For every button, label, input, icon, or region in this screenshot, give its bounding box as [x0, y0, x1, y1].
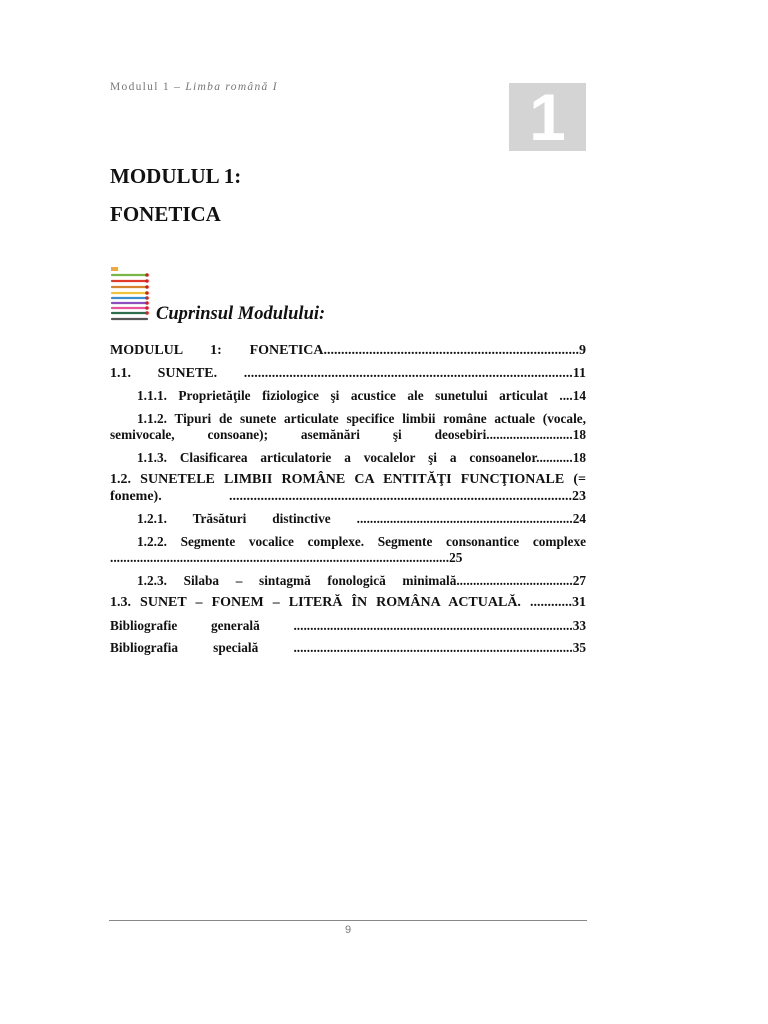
toc-entry[interactable]: Bibliografia specială ....................................................................................35: [110, 640, 586, 655]
table-of-contents: [110, 343, 586, 657]
page-number: 9: [344, 924, 352, 936]
contents-heading: Cuprinsul Modulului:: [156, 304, 326, 324]
toc-entry[interactable]: Bibliografie generală ....................................................................................33: [110, 617, 586, 633]
toc-entry[interactable]: 1.2.3. Silaba – sintagmă fonologică minimală...................................27: [137, 572, 586, 588]
toc-entry[interactable]: 1.2.2. Segmente vocalice complexe. Segmente consonantice complexe ......................................................................................................25: [110, 533, 586, 565]
running-header-module: Modulul 1 –: [110, 81, 186, 93]
toc-entry[interactable]: 1.1.1. Proprietăţile fiziologice şi acustice ale sunetului articulat ....14: [137, 388, 586, 403]
book-stack-icon: [109, 266, 151, 324]
toc-entry[interactable]: 1.1. SUNETE. ..............................................................................................11: [110, 365, 586, 381]
module-title: MODULUL 1:: [110, 164, 242, 188]
toc-entry[interactable]: 1.2. SUNETELE LIMBII ROMÂNE CA ENTITĂŢI FUNCŢIONALE (= foneme). ..................................................................................................23: [110, 472, 586, 504]
running-header-course: Limba română I: [185, 81, 278, 93]
toc-entry[interactable]: 1.1.3. Clasificarea articulatorie a vocalelor şi a consoanelor...........18: [137, 449, 586, 465]
chapter-number-badge: 1: [509, 83, 586, 151]
module-subtitle: FONETICA: [110, 202, 221, 226]
toc-entry[interactable]: 1.1.2. Tipuri de sunete articulate specifice limbii române actuale (vocale, semivocale, consoane); asemănări şi deosebiri..........................18: [110, 410, 586, 442]
footer-rule: [109, 920, 587, 921]
running-header: [110, 81, 278, 93]
toc-entry[interactable]: MODULUL 1: FONETICA.........................................................................9: [110, 343, 586, 358]
toc-entry[interactable]: 1.3. SUNET – FONEM – LITERĂ ÎN ROMÂNA ACTUALĂ. ............31: [110, 595, 586, 610]
toc-entry[interactable]: 1.2.1. Trăsături distinctive .................................................................24: [137, 511, 586, 526]
